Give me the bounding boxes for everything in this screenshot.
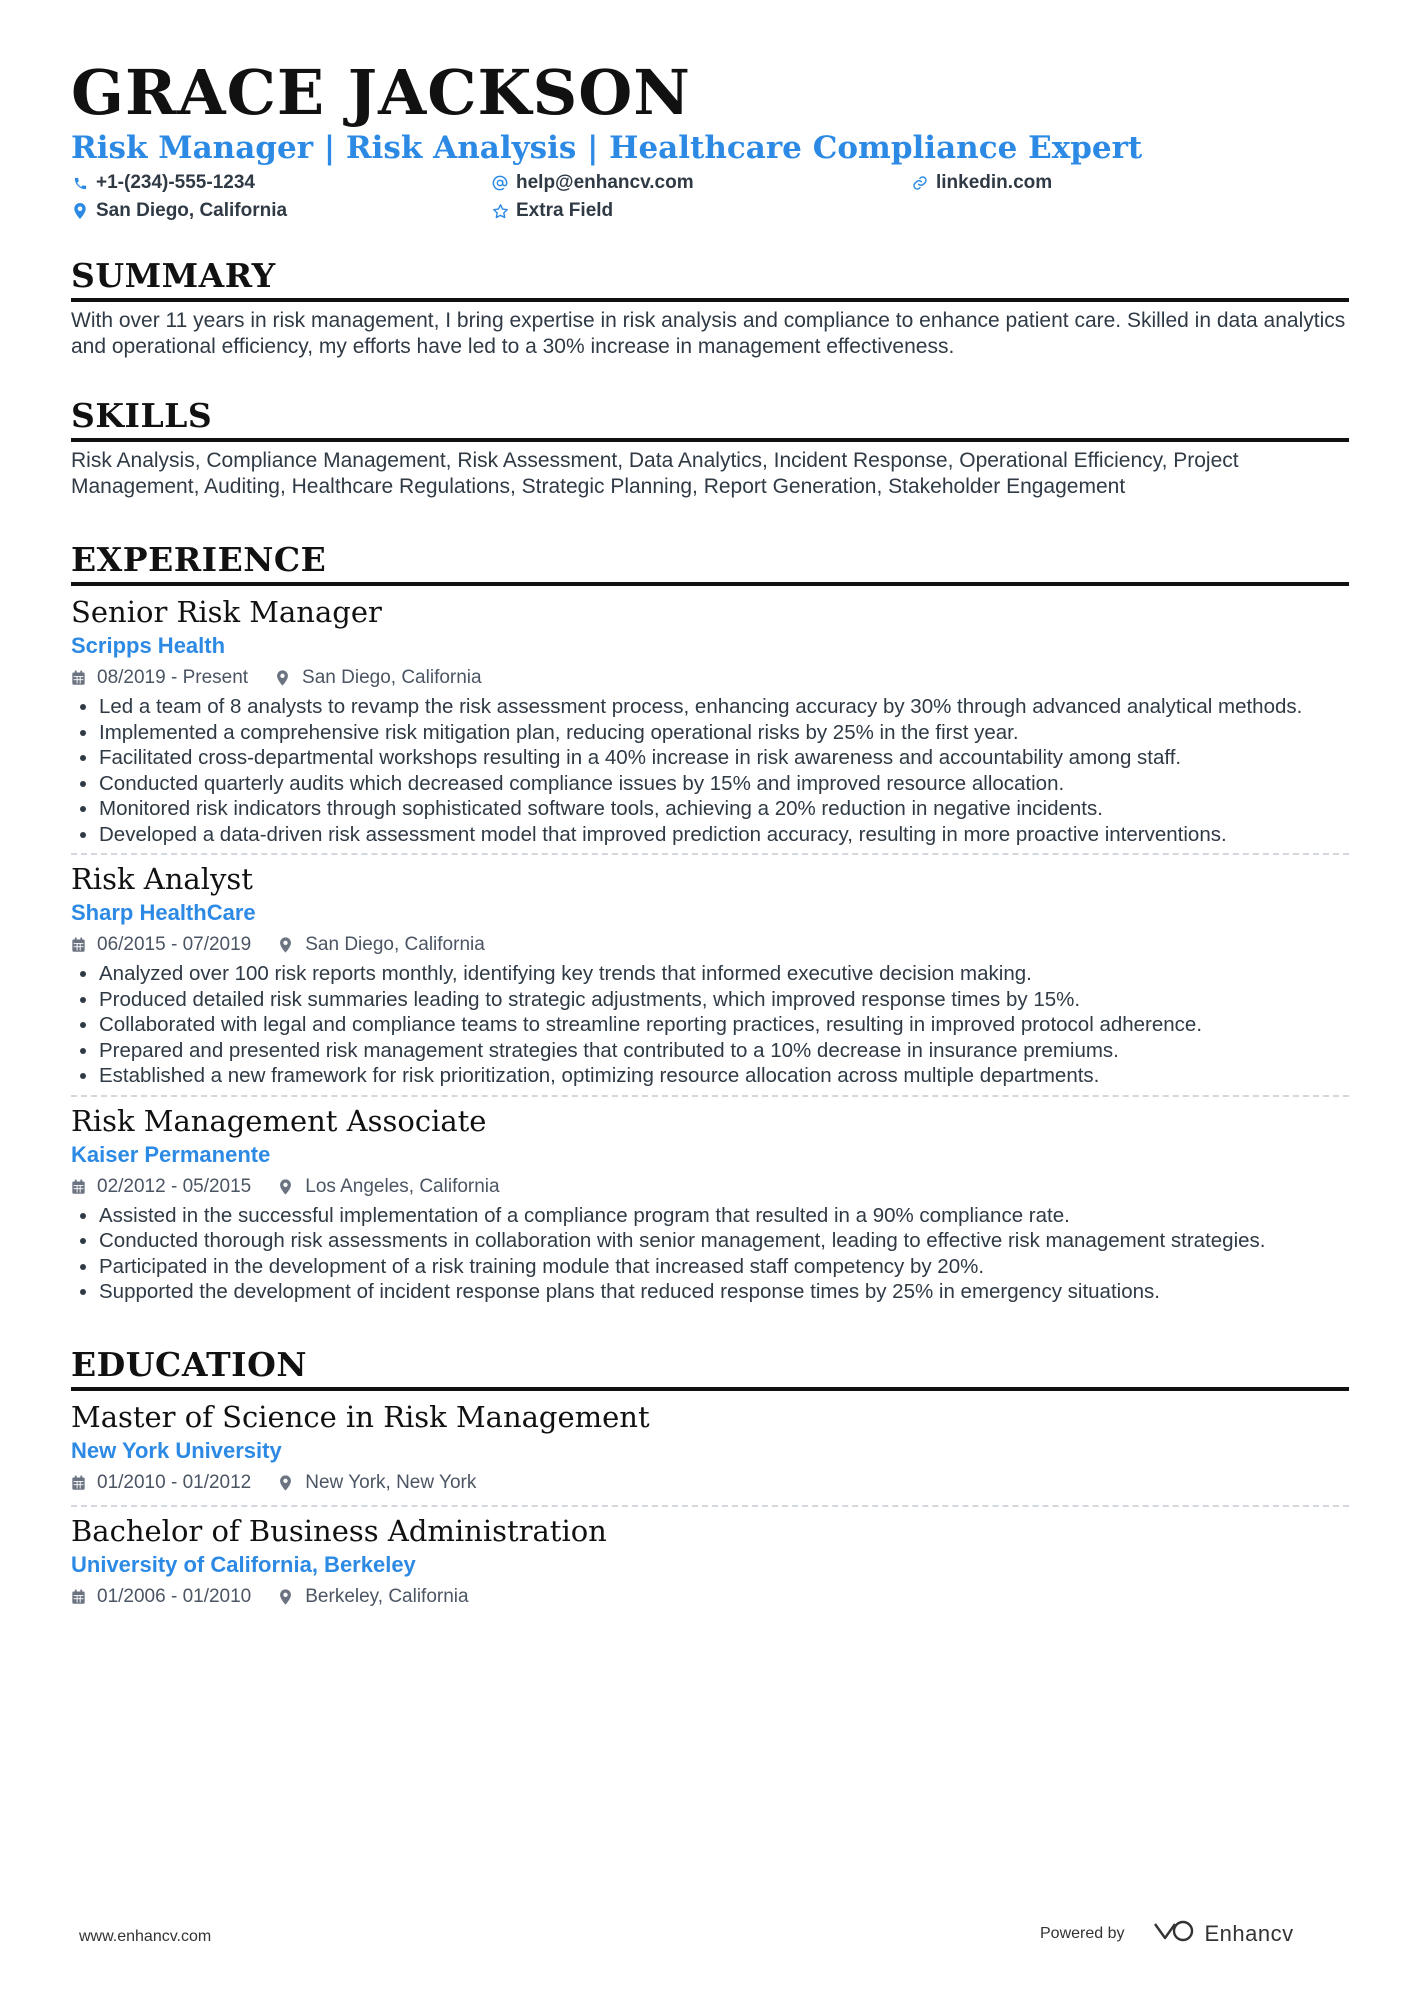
job-bullet: • Supported the development of incident response plans that reduced response times by 25% in emergency situations.: [99, 1279, 1349, 1305]
job-dates: [71, 667, 248, 689]
education-location-text: Berkeley, California: [305, 1585, 469, 1607]
education-meta: [71, 1585, 1349, 1609]
job-bullet: • Prepared and presented risk management strategies that contributed to a 10% decrease in insurance premiums.: [99, 1038, 1349, 1064]
contact-email[interactable]: [491, 172, 911, 194]
calendar-icon: [71, 1589, 87, 1605]
job-bullet: • Conducted quarterly audits which decreased compliance issues by 15% and improved resource allocation.: [99, 771, 1349, 797]
job-meta: [71, 666, 1349, 690]
job-dates-text: 08/2019 - Present: [97, 667, 249, 688]
location-pin-icon: [71, 202, 89, 220]
education-entry: [71, 1399, 1349, 1507]
job-location: [279, 1176, 499, 1198]
job-bullet: • Participated in the development of a risk training module that increased staff competency by 20%.: [99, 1254, 1349, 1280]
degree-title: Bachelor of Business Administration: [71, 1513, 607, 1548]
job-bullet: • Facilitated cross-departmental workshops resulting in a 40% increase in risk awareness and accountability among staff.: [99, 745, 1349, 771]
job-bullet: • Developed a data-driven risk assessment model that improved prediction accuracy, resulting in more proactive interventions.: [99, 822, 1349, 848]
at-sign-icon: [491, 174, 509, 192]
school-name: University of California, Berkeley: [71, 1551, 416, 1577]
job-bullets: [71, 694, 1349, 847]
contact-list: [71, 172, 1349, 222]
job-location-text: Los Angeles, California: [305, 1175, 500, 1197]
resume-page: [71, 56, 1349, 1609]
job-location: [276, 667, 482, 689]
job-bullet: • Analyzed over 100 risk reports monthly, identifying key trends that informed executive decision making.: [99, 961, 1349, 987]
job-dates: [71, 934, 251, 956]
education-meta: [71, 1471, 1349, 1495]
contact-extra: [491, 200, 911, 222]
job-company: Sharp HealthCare: [71, 900, 256, 925]
entry-divider: [71, 853, 1349, 855]
education-dates: [71, 1586, 251, 1608]
job-entry: [71, 861, 1349, 1097]
job-location-text: San Diego, California: [305, 934, 485, 955]
job-bullet: • Led a team of 8 analysts to revamp the risk assessment process, enhancing accuracy by 30% through advanced analytical methods.: [99, 694, 1349, 720]
candidate-name: GRACE JACKSON: [71, 56, 691, 129]
candidate-headline: Risk Manager | Risk Analysis | Healthcare Compliance Expert: [71, 130, 1143, 166]
job-company: Scripps Health: [71, 633, 226, 658]
job-company: Kaiser Permanente: [71, 1141, 271, 1167]
entry-divider: [71, 1505, 1349, 1507]
entry-divider: [71, 1095, 1349, 1097]
calendar-icon: [71, 937, 87, 953]
education-dates-text: 01/2006 - 01/2010: [97, 1585, 252, 1607]
enhancv-brand-text: Enhancv: [1204, 1920, 1294, 1946]
job-role: Risk Management Associate: [71, 1103, 487, 1138]
education-location-text: New York, New York: [305, 1471, 477, 1493]
link-icon: [911, 174, 929, 192]
location-text: San Diego, California: [96, 200, 288, 221]
job-bullets: [71, 1203, 1349, 1305]
job-bullet: • Implemented a comprehensive risk mitigation plan, reducing operational risks by 25% in the first year.: [99, 720, 1349, 746]
footer-website[interactable]: www.enhancv.com: [79, 1928, 212, 1945]
linkedin-text[interactable]: linkedin.com: [936, 172, 1053, 193]
job-bullet: • Monitored risk indicators through sophisticated software tools, achieving a 20% reduction in negative incidents.: [99, 796, 1349, 822]
contact-location: [71, 200, 491, 222]
school-name: New York University: [71, 1437, 282, 1463]
job-dates-text: 06/2015 - 07/2019: [97, 934, 252, 955]
education-entry: [71, 1513, 1349, 1609]
education-location: [279, 1472, 476, 1494]
job-entry: [71, 594, 1349, 855]
header: [71, 56, 1349, 222]
job-bullets: [71, 961, 1349, 1089]
job-bullet: • Produced detailed risk summaries leading to strategic adjustments, which improved response times by 15%.: [99, 987, 1349, 1013]
location-pin-icon: [276, 670, 292, 686]
job-location: [279, 934, 485, 956]
location-pin-icon: [279, 937, 295, 953]
star-icon: [491, 202, 509, 220]
calendar-icon: [71, 1475, 87, 1491]
job-dates: [71, 1176, 251, 1198]
location-pin-icon: [279, 1179, 295, 1195]
location-pin-icon: [279, 1589, 295, 1605]
job-meta: [71, 933, 1349, 957]
extra-text: Extra Field: [516, 200, 614, 221]
summary-title: SUMMARY: [71, 256, 1349, 302]
skills-section: [71, 396, 1349, 500]
experience-section: [71, 540, 1349, 1305]
job-bullet: • Collaborated with legal and compliance teams to streamline reporting practices, resulting in improved protocol adherence.: [99, 1012, 1349, 1038]
experience-title: EXPERIENCE: [71, 540, 1349, 586]
phone-text: +1-(234)-555-1234: [96, 172, 255, 193]
powered-by-text: Powered by: [1040, 1924, 1125, 1942]
calendar-icon: [71, 1179, 87, 1195]
footer-branding: [1040, 1918, 1294, 1949]
skills-text: Risk Analysis, Compliance Management, Risk Assessment, Data Analytics, Incident Response, Operational Efficiency, Project Management, Auditing, Healthcare Regulations, Strategic Planning, Report Generation, Stakeholder Engagement: [71, 449, 1239, 498]
contact-phone: [71, 172, 491, 194]
enhancv-logo-icon: [1151, 1918, 1197, 1949]
job-bullet: • Conducted thorough risk assessments in collaboration with senior management, leading to effective risk management strategies.: [99, 1228, 1349, 1254]
job-entry: [71, 1103, 1349, 1305]
job-dates-text: 02/2012 - 05/2015: [97, 1175, 252, 1197]
summary-section: [71, 256, 1349, 360]
education-dates-text: 01/2010 - 01/2012: [97, 1471, 252, 1493]
job-role: Risk Analyst: [71, 862, 253, 896]
job-bullet: • Assisted in the successful implementation of a compliance program that resulted in a 90% compliance rate.: [99, 1203, 1349, 1229]
email-text[interactable]: help@enhancv.com: [516, 172, 694, 193]
summary-text: With over 11 years in risk management, I bring expertise in risk analysis and compliance to enhance patient care. Skilled in data analytics and operational efficiency, my efforts have led to a 30% increase in management effectiveness.: [71, 309, 1346, 358]
phone-icon: [71, 174, 89, 192]
education-section: [71, 1345, 1349, 1609]
job-location-text: San Diego, California: [302, 667, 482, 688]
degree-title: Master of Science in Risk Management: [71, 1399, 650, 1434]
education-title: EDUCATION: [71, 1345, 1349, 1391]
education-dates: [71, 1472, 251, 1494]
job-bullet: • Established a new framework for risk prioritization, optimizing resource allocation across multiple departments.: [99, 1063, 1349, 1089]
calendar-icon: [71, 670, 87, 686]
location-pin-icon: [279, 1475, 295, 1491]
contact-linkedin[interactable]: [911, 172, 1331, 194]
education-location: [279, 1586, 468, 1608]
job-meta: [71, 1175, 1349, 1199]
skills-title: SKILLS: [71, 396, 1349, 442]
job-role: Senior Risk Manager: [71, 595, 382, 629]
